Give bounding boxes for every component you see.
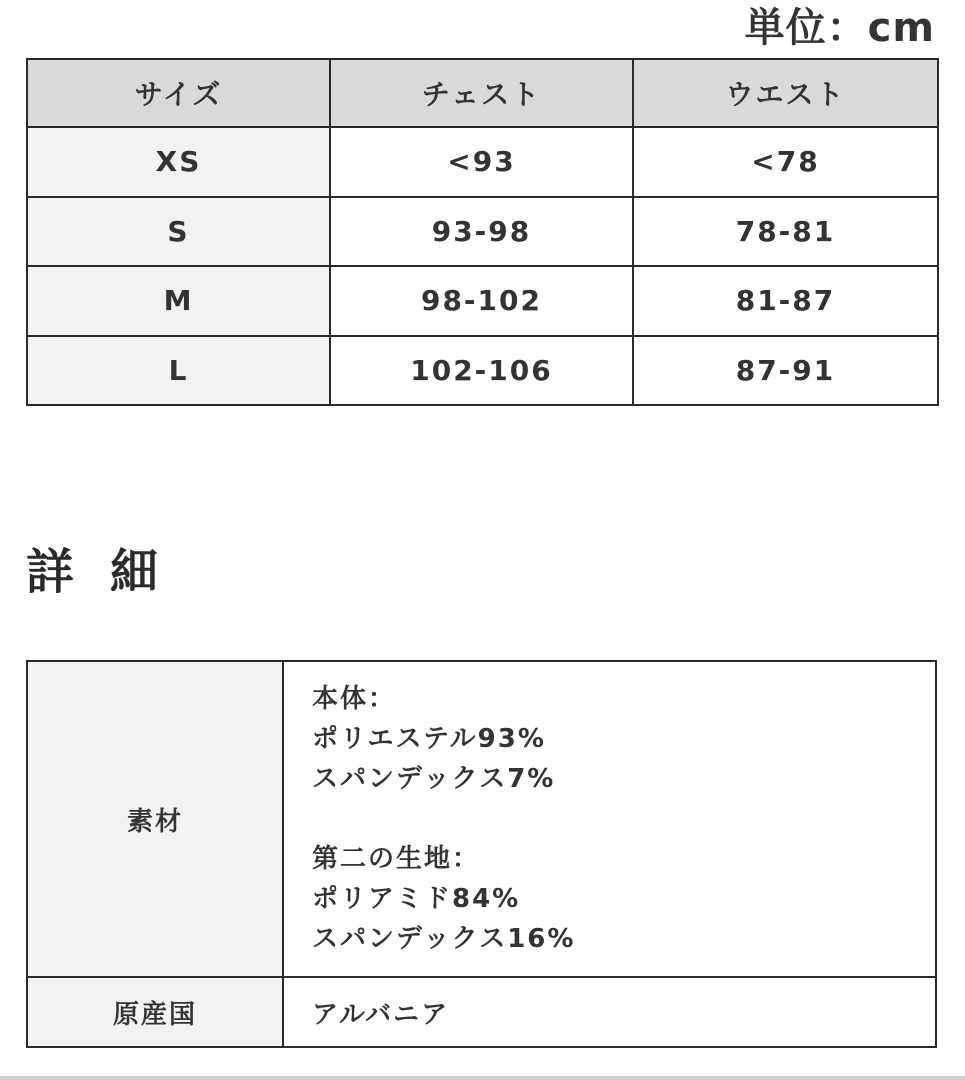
- body-fabric-heading: 本体：: [312, 684, 397, 714]
- bottom-divider: [0, 1076, 965, 1080]
- body-fabric-line: ポリエステル93%: [312, 724, 546, 754]
- size-cell: L: [27, 336, 330, 406]
- table-row: [27, 336, 938, 406]
- table-row: [27, 266, 938, 336]
- header-size: サイズ: [27, 59, 330, 127]
- origin-label: 原産国: [27, 977, 283, 1047]
- material-lines: [312, 679, 935, 959]
- chest-cell: 102-106: [330, 336, 633, 406]
- table-row: [27, 127, 938, 197]
- chest-cell: 98-102: [330, 266, 633, 336]
- table-row: [27, 197, 938, 267]
- material-row: [27, 661, 936, 977]
- second-fabric-line: ポリアミド84%: [312, 884, 521, 914]
- unit-label: 単位：cm: [744, 5, 935, 51]
- waist-cell: 78-81: [633, 197, 938, 267]
- chest-cell: <93: [330, 127, 633, 197]
- size-table: [26, 58, 939, 406]
- waist-cell: 81-87: [633, 266, 938, 336]
- details-section-title: 詳細: [26, 544, 195, 600]
- origin-value: アルバニア: [283, 977, 936, 1047]
- material-label: 素材: [27, 661, 283, 977]
- waist-cell: 87-91: [633, 336, 938, 406]
- header-chest: チェスト: [330, 59, 633, 127]
- origin-row: [27, 977, 936, 1047]
- header-waist: ウエスト: [633, 59, 938, 127]
- second-fabric-heading: 第二の生地：: [312, 844, 481, 874]
- size-cell: M: [27, 266, 330, 336]
- line-spacer: [312, 799, 935, 839]
- material-value: [283, 661, 936, 977]
- body-fabric-line: スパンデックス7%: [312, 764, 556, 794]
- details-table: [26, 660, 937, 1048]
- size-table-header-row: [27, 59, 938, 127]
- size-cell: XS: [27, 127, 330, 197]
- size-cell: S: [27, 197, 330, 267]
- chest-cell: 93-98: [330, 197, 633, 267]
- second-fabric-line: スパンデックス16%: [312, 924, 576, 954]
- waist-cell: <78: [633, 127, 938, 197]
